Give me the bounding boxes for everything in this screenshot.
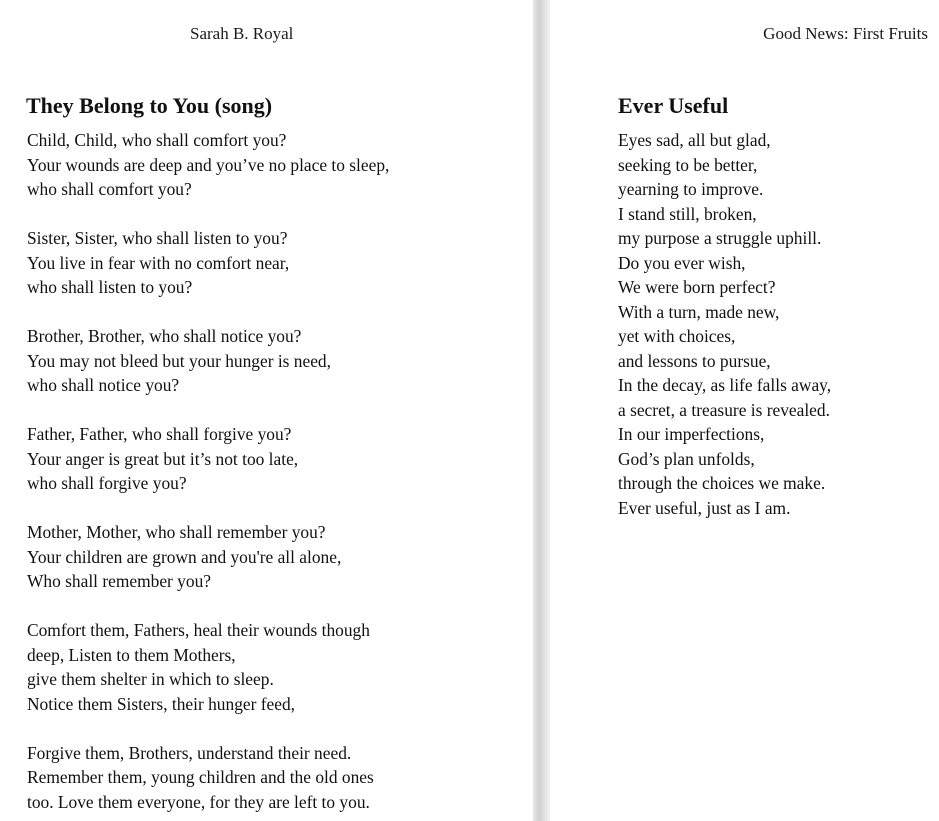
poem-line: Do you ever wish,: [618, 252, 746, 273]
running-header-author: Sarah B. Royal: [190, 24, 294, 43]
right-page: [550, 0, 939, 821]
poem-line: Remember them, young children and the old ones: [27, 767, 374, 787]
poem-line: Ever useful, just as I am.: [618, 497, 791, 518]
poem-line: In the decay, as life falls away,: [618, 375, 832, 395]
stanza-break: [27, 496, 389, 521]
poem-line: give them shelter in which to sleep.: [27, 669, 274, 689]
poem-title: Ever Useful: [618, 93, 729, 118]
poem-line: and lessons to pursue,: [618, 350, 771, 371]
running-header-book-title: Good News: First Fruits: [763, 24, 928, 43]
poem-line: With a turn, made new,: [618, 301, 780, 322]
poem-line: too. Love them everyone, for they are left to you.: [27, 791, 370, 812]
poem-line: Father, Father, who shall forgive you?: [27, 424, 292, 444]
poem-line: In our imperfections,: [618, 424, 765, 444]
poem-body: [27, 128, 389, 814]
poem-line: my purpose a struggle uphill.: [618, 228, 822, 248]
stanza-break: [27, 716, 389, 741]
stanza-break: [27, 398, 389, 423]
poem-line: I stand still, broken,: [618, 203, 757, 224]
poem-line: We were born perfect?: [618, 277, 776, 297]
poem-line: You may not bleed but your hunger is need,: [27, 350, 331, 371]
poem-line: Your wounds are deep and you’ve no place to sleep,: [27, 154, 390, 175]
poem-line: seeking to be better,: [618, 154, 758, 175]
poem-line: Sister, Sister, who shall listen to you?: [27, 228, 288, 248]
stanza-break: [27, 202, 389, 227]
poem-body: [618, 128, 831, 520]
poem-line: deep, Listen to them Mothers,: [27, 644, 236, 665]
poem-line: Your children are grown and you're all alone,: [27, 546, 342, 567]
stanza-break: [27, 300, 389, 325]
poem-line: Comfort them, Fathers, heal their wounds though: [27, 620, 370, 640]
poem-line: a secret, a treasure is revealed.: [618, 399, 830, 420]
poem-line: Brother, Brother, who shall notice you?: [27, 326, 302, 346]
poem-line: through the choices we make.: [618, 473, 826, 493]
poem-line: You live in fear with no comfort near,: [27, 252, 290, 273]
stanza-break: [27, 594, 389, 619]
poem-line: yearning to improve.: [618, 179, 764, 199]
poem-line: Notice them Sisters, their hunger feed,: [27, 693, 296, 714]
poem-line: who shall comfort you?: [27, 179, 192, 199]
poem-line: Mother, Mother, who shall remember you?: [27, 522, 326, 542]
book-gutter: [533, 0, 550, 821]
poem-line: who shall forgive you?: [27, 473, 187, 493]
poem-line: God’s plan unfolds,: [618, 448, 755, 469]
poem-line: who shall listen to you?: [27, 277, 193, 297]
poem-line: Who shall remember you?: [27, 571, 211, 591]
poem-line: Eyes sad, all but glad,: [618, 130, 771, 150]
poem-line: yet with choices,: [618, 326, 736, 346]
poem-line: who shall notice you?: [27, 375, 180, 395]
poem-title: They Belong to You (song): [26, 93, 273, 118]
poem-line: Your anger is great but it’s not too late,: [27, 448, 299, 469]
poem-line: Forgive them, Brothers, understand their need.: [27, 742, 352, 763]
poem-line: Child, Child, who shall comfort you?: [27, 130, 287, 150]
